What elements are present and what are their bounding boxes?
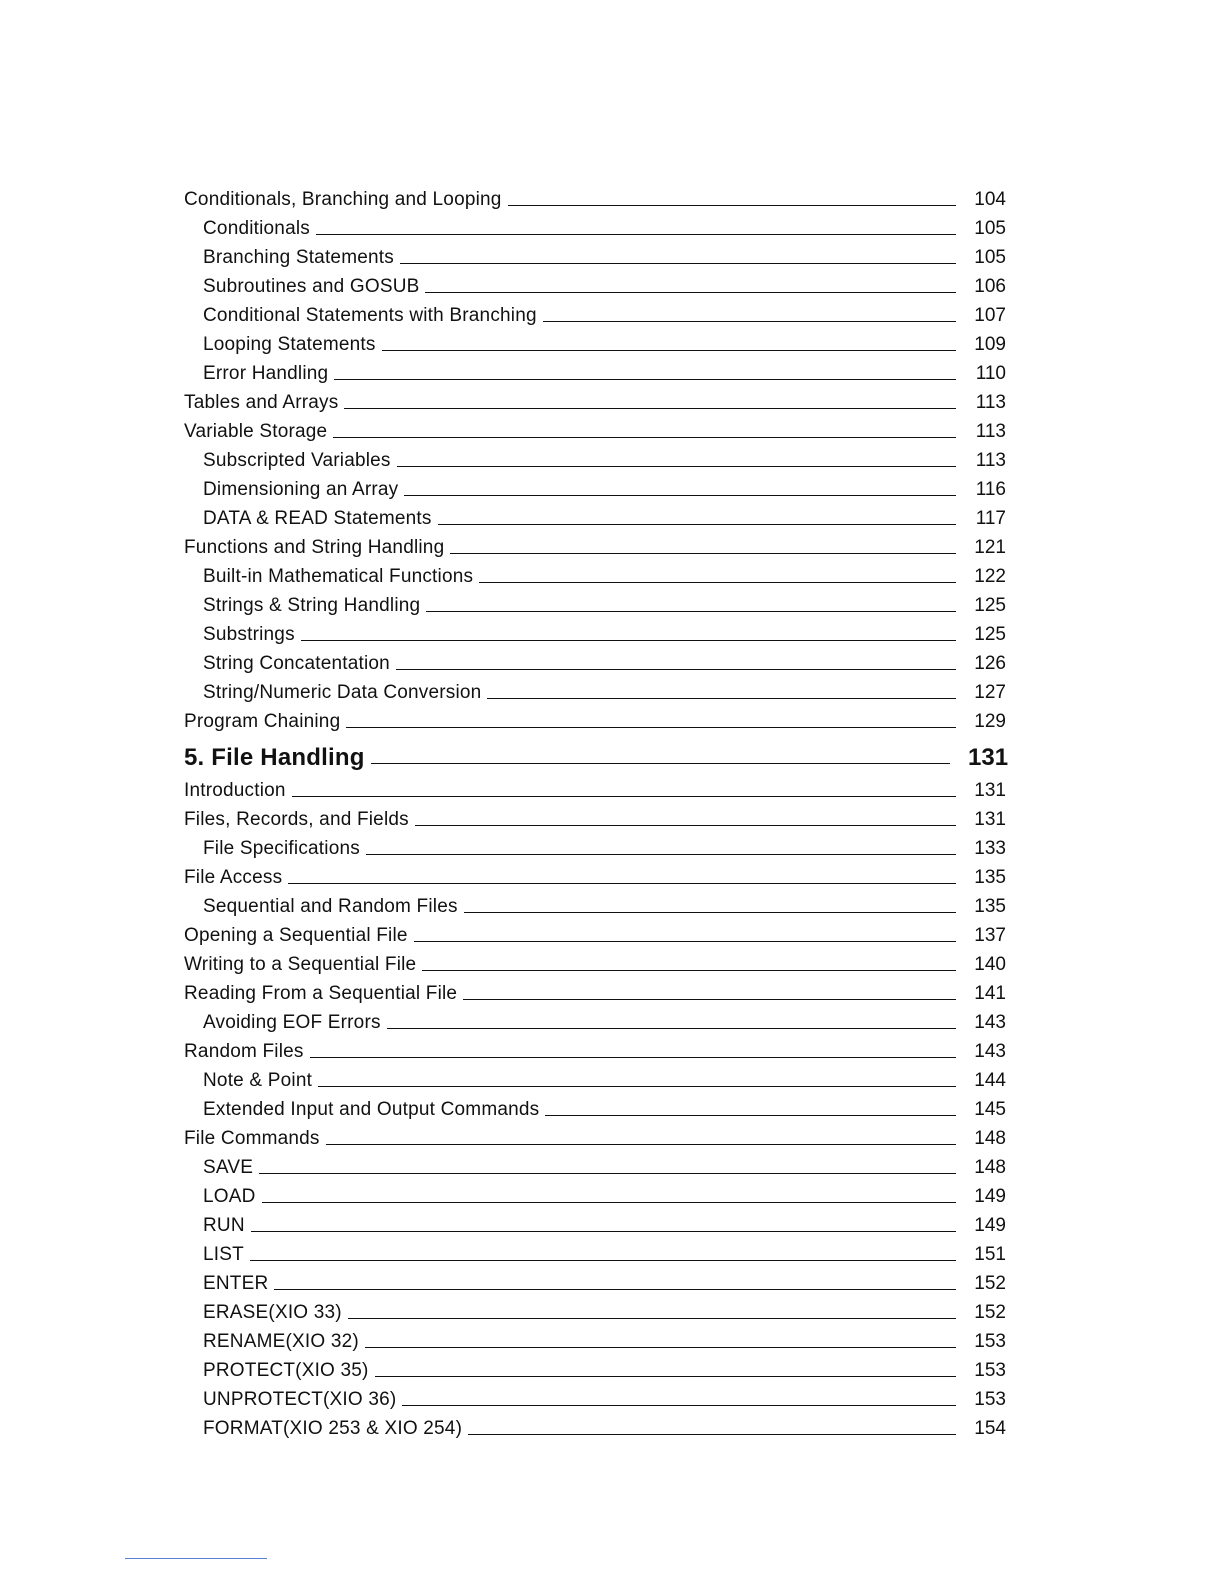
dot-leader-rule	[479, 582, 956, 583]
dot-leader-rule	[422, 970, 956, 971]
toc-entry-title: File Access	[184, 867, 283, 888]
toc-entry-title: Conditionals	[203, 218, 310, 239]
toc-entry-page-number: 113	[975, 450, 1006, 471]
dot-leader-rule	[415, 825, 956, 826]
toc-entry-page-number: 105	[974, 247, 1006, 268]
toc-entry-page-number: 153	[974, 1360, 1006, 1381]
toc-entry-title: Variable Storage	[184, 421, 328, 442]
toc-entry	[184, 240, 1006, 269]
toc-entry-title: Substrings	[203, 624, 295, 645]
toc-entry-title: Sequential and Random Files	[203, 896, 458, 917]
toc-entry	[184, 559, 1006, 588]
toc-entry-title: UNPROTECT(XIO 36)	[203, 1389, 397, 1410]
toc-entry-page-number: 144	[974, 1070, 1006, 1091]
dot-leader-rule	[404, 495, 956, 496]
dot-leader-rule	[543, 321, 956, 322]
toc-entry-title: PROTECT(XIO 35)	[203, 1360, 369, 1381]
toc-entry	[184, 298, 1006, 327]
toc-entry	[184, 617, 1006, 646]
toc-entry-page-number: 143	[974, 1041, 1006, 1062]
toc-entry-page-number: 106	[974, 276, 1006, 297]
dot-leader-rule	[259, 1173, 956, 1174]
dot-leader-rule	[334, 379, 956, 380]
toc-entry-title: 5. File Handling	[184, 744, 365, 771]
toc-entry-title: FORMAT(XIO 253 & XIO 254)	[203, 1418, 463, 1439]
toc-entry-title: Files, Records, and Fields	[184, 809, 409, 830]
toc-entry-page-number: 116	[975, 479, 1006, 500]
toc-entry	[184, 1411, 1006, 1440]
toc-entry	[184, 1179, 1006, 1208]
toc-entry	[184, 356, 1006, 385]
dot-leader-rule	[487, 698, 956, 699]
toc-entry-title: Reading From a Sequential File	[184, 983, 458, 1004]
dot-leader-rule	[365, 1347, 956, 1348]
toc-entry-title: Opening a Sequential File	[184, 925, 408, 946]
toc-entry-title: Subscripted Variables	[203, 450, 391, 471]
toc-entry-title: Introduction	[184, 780, 286, 801]
toc-entry	[184, 1266, 1006, 1295]
toc-entry-title: Built-in Mathematical Functions	[203, 566, 474, 587]
toc-entry-title: Tables and Arrays	[184, 392, 339, 413]
toc-entry-page-number: 131	[974, 780, 1006, 801]
dot-leader-rule	[508, 205, 956, 206]
dot-leader-rule	[402, 1405, 956, 1406]
table-of-contents	[184, 182, 1009, 1440]
dot-leader-rule	[316, 234, 956, 235]
dot-leader-rule	[344, 408, 956, 409]
toc-entry	[184, 1324, 1006, 1353]
toc-entry	[184, 530, 1006, 559]
toc-entry-title: Extended Input and Output Commands	[203, 1099, 540, 1120]
toc-entry-page-number: 143	[974, 1012, 1006, 1033]
dot-leader-rule	[346, 727, 956, 728]
toc-entry	[184, 588, 1006, 617]
dot-leader-rule	[251, 1231, 956, 1232]
dot-leader-rule	[274, 1289, 956, 1290]
dot-leader-rule	[326, 1144, 956, 1145]
dot-leader-rule	[333, 437, 956, 438]
toc-entry-page-number: 110	[975, 363, 1006, 384]
toc-entry	[184, 211, 1006, 240]
toc-entry-title: Random Files	[184, 1041, 304, 1062]
toc-entry-title: LOAD	[203, 1186, 256, 1207]
toc-entry	[184, 1063, 1006, 1092]
toc-entry-page-number: 109	[974, 334, 1006, 355]
toc-entry-page-number: 126	[974, 653, 1006, 674]
dot-leader-rule	[288, 883, 956, 884]
toc-entry	[184, 831, 1006, 860]
toc-entry	[184, 385, 1006, 414]
toc-entry-title: String/Numeric Data Conversion	[203, 682, 482, 703]
chapter-heading	[184, 733, 1009, 773]
toc-entry-title: Functions and String Handling	[184, 537, 445, 558]
toc-entry	[184, 269, 1006, 298]
toc-entry-page-number: 152	[974, 1302, 1006, 1323]
toc-entry-title: Dimensioning an Array	[203, 479, 399, 500]
toc-entry-page-number: 105	[974, 218, 1006, 239]
toc-entry-title: String Concatentation	[203, 653, 390, 674]
toc-entry-title: Note & Point	[203, 1070, 313, 1091]
dot-leader-rule	[387, 1028, 956, 1029]
toc-entry-title: DATA & READ Statements	[203, 508, 432, 529]
dot-leader-rule	[301, 640, 956, 641]
dot-leader-rule	[366, 854, 956, 855]
toc-entry-title: Conditional Statements with Branching	[203, 305, 537, 326]
dot-leader-rule	[464, 912, 956, 913]
toc-entry-page-number: 122	[974, 566, 1006, 587]
toc-entry	[184, 675, 1006, 704]
toc-entry	[184, 646, 1006, 675]
toc-entry-title: File Specifications	[203, 838, 360, 859]
toc-entry-title: ENTER	[203, 1273, 269, 1294]
toc-entry	[184, 327, 1006, 356]
toc-entry-page-number: 153	[974, 1331, 1006, 1352]
dot-leader-rule	[375, 1376, 956, 1377]
toc-entry-page-number: 149	[974, 1215, 1006, 1236]
dot-leader-rule	[262, 1202, 956, 1203]
toc-entry-page-number: 104	[974, 189, 1006, 210]
dot-leader-rule	[545, 1115, 956, 1116]
dot-leader-rule	[371, 763, 950, 764]
toc-entry-page-number: 107	[974, 305, 1006, 326]
toc-entry-title: Conditionals, Branching and Looping	[184, 189, 502, 210]
dot-leader-rule	[318, 1086, 956, 1087]
toc-entry-page-number: 127	[974, 682, 1006, 703]
toc-entry	[184, 1295, 1006, 1324]
toc-entry-page-number: 129	[974, 711, 1006, 732]
toc-entry	[184, 1121, 1006, 1150]
toc-entry-page-number: 140	[974, 954, 1006, 975]
toc-entry-page-number: 151	[974, 1244, 1006, 1265]
toc-entry-title: Avoiding EOF Errors	[203, 1012, 381, 1033]
toc-entry	[184, 889, 1006, 918]
toc-entry-page-number: 149	[974, 1186, 1006, 1207]
toc-entry-title: Branching Statements	[203, 247, 394, 268]
toc-entry-page-number: 141	[974, 983, 1006, 1004]
dot-leader-rule	[310, 1057, 956, 1058]
toc-entry-title: Subroutines and GOSUB	[203, 276, 420, 297]
toc-entry-page-number: 148	[974, 1128, 1006, 1149]
dot-leader-rule	[425, 292, 956, 293]
toc-entry	[184, 182, 1006, 211]
toc-entry-title: ERASE(XIO 33)	[203, 1302, 342, 1323]
dot-leader-rule	[292, 796, 956, 797]
toc-entry	[184, 918, 1006, 947]
toc-entry-page-number: 135	[974, 896, 1006, 917]
toc-entry-page-number: 153	[974, 1389, 1006, 1410]
toc-entry-page-number: 125	[974, 595, 1006, 616]
toc-entry	[184, 414, 1006, 443]
toc-entry-page-number: 131	[968, 744, 1009, 771]
dot-leader-rule	[348, 1318, 956, 1319]
toc-entry	[184, 1353, 1006, 1382]
toc-entry	[184, 947, 1006, 976]
toc-entry-title: Writing to a Sequential File	[184, 954, 417, 975]
toc-entry-title: Looping Statements	[203, 334, 376, 355]
toc-entry-page-number: 117	[975, 508, 1006, 529]
toc-entry-page-number: 135	[974, 867, 1006, 888]
toc-entry-title: SAVE	[203, 1157, 254, 1178]
toc-entry-title: LIST	[203, 1244, 244, 1265]
toc-entry	[184, 1005, 1006, 1034]
toc-entry-page-number: 145	[974, 1099, 1006, 1120]
dot-leader-rule	[382, 350, 956, 351]
toc-entry	[184, 443, 1006, 472]
toc-entry	[184, 1382, 1006, 1411]
footer-rule	[125, 1558, 267, 1559]
toc-entry-title: RENAME(XIO 32)	[203, 1331, 359, 1352]
toc-entry	[184, 1092, 1006, 1121]
toc-entry-page-number: 121	[974, 537, 1006, 558]
toc-entry-page-number: 133	[974, 838, 1006, 859]
toc-entry	[184, 802, 1006, 831]
dot-leader-rule	[438, 524, 956, 525]
toc-entry-title: RUN	[203, 1215, 245, 1236]
dot-leader-rule	[463, 999, 956, 1000]
toc-entry-page-number: 137	[974, 925, 1006, 946]
toc-entry-page-number: 125	[974, 624, 1006, 645]
toc-entry	[184, 472, 1006, 501]
dot-leader-rule	[414, 941, 956, 942]
toc-entry-title: File Commands	[184, 1128, 320, 1149]
toc-entry-title: Strings & String Handling	[203, 595, 421, 616]
dot-leader-rule	[397, 466, 956, 467]
toc-entry	[184, 976, 1006, 1005]
toc-entry	[184, 773, 1006, 802]
toc-entry	[184, 1150, 1006, 1179]
toc-entry-page-number: 113	[975, 421, 1006, 442]
toc-entry	[184, 704, 1006, 733]
toc-entry-page-number: 131	[974, 809, 1006, 830]
dot-leader-rule	[450, 553, 956, 554]
toc-entry-page-number: 148	[974, 1157, 1006, 1178]
toc-entry	[184, 1237, 1006, 1266]
toc-entry	[184, 1208, 1006, 1237]
toc-entry	[184, 501, 1006, 530]
toc-entry-title: Error Handling	[203, 363, 329, 384]
toc-entry	[184, 860, 1006, 889]
dot-leader-rule	[400, 263, 956, 264]
toc-entry	[184, 1034, 1006, 1063]
toc-entry-page-number: 152	[974, 1273, 1006, 1294]
toc-entry-page-number: 113	[975, 392, 1006, 413]
dot-leader-rule	[468, 1434, 956, 1435]
dot-leader-rule	[396, 669, 956, 670]
toc-entry-title: Program Chaining	[184, 711, 341, 732]
dot-leader-rule	[250, 1260, 956, 1261]
dot-leader-rule	[426, 611, 956, 612]
toc-entry-page-number: 154	[974, 1418, 1006, 1439]
